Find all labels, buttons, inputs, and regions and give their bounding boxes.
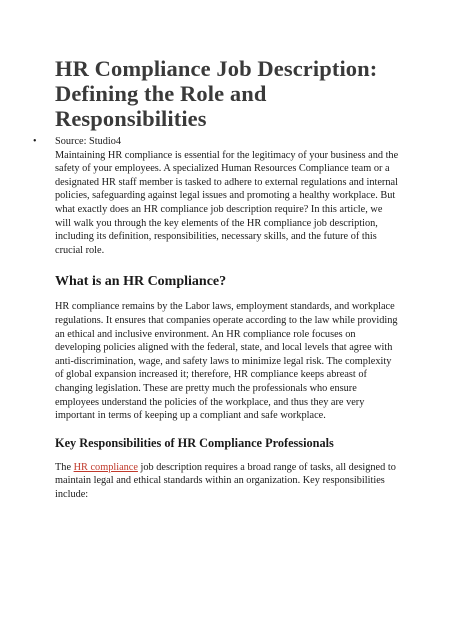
responsibilities-text-after: job description requires a broad range of tasks, all designed to maintain legal and ethical standards within an organization. Key responsibilities include: [55,461,396,500]
source-list-item [33,135,400,149]
bullet-icon: • [33,136,37,147]
source-text: Source: Studio4 [55,136,122,147]
hr-compliance-link[interactable]: HR compliance [73,461,138,473]
section-heading-what-is: What is an HR Compliance? [55,274,227,290]
article-title: HR Compliance Job Description: Defining the Role and Responsibilities [55,56,378,131]
document-page [33,56,400,501]
responsibilities-text-before: The [55,461,74,473]
intro-paragraph: Maintaining HR compliance is essential for the legitimacy of your business and the safety of your employees. A specialized Human Resources Compliance team or a designated HR staff member is tasked to adhere to external regulations and internal policies, safeguarding against legal issues and promoting a healthy workplace. But what exactly does an HR compliance job description require? In this article, we will walk you through the key elements of the HR compliance job description, including its definition, responsibilities, necessary skills, and the future of this crucial role. [55,149,399,256]
section-heading-responsibilities: Key Responsibilities of HR Compliance Professionals [55,435,334,450]
section-responsibilities-paragraph [55,461,400,502]
section-what-is-paragraph: HR compliance remains by the Labor laws, employment standards, and workplace regulations. It ensures that companies operate according to the law while providing an ethical and inclusive environment. An HR compliance role focuses on developing policies aligned with the federal, state, and local levels that agree with anti-discrimination, wage, and safety laws to minimize legal risk. The complexity of global expansion increased it; therefore, HR compliance keeps abreast of changing legislation. These are pretty much the professionals who ensure employees understand the policies of the workplace, and thus they are very important in terms of keeping up a compliant and safe workplace. [55,301,398,422]
